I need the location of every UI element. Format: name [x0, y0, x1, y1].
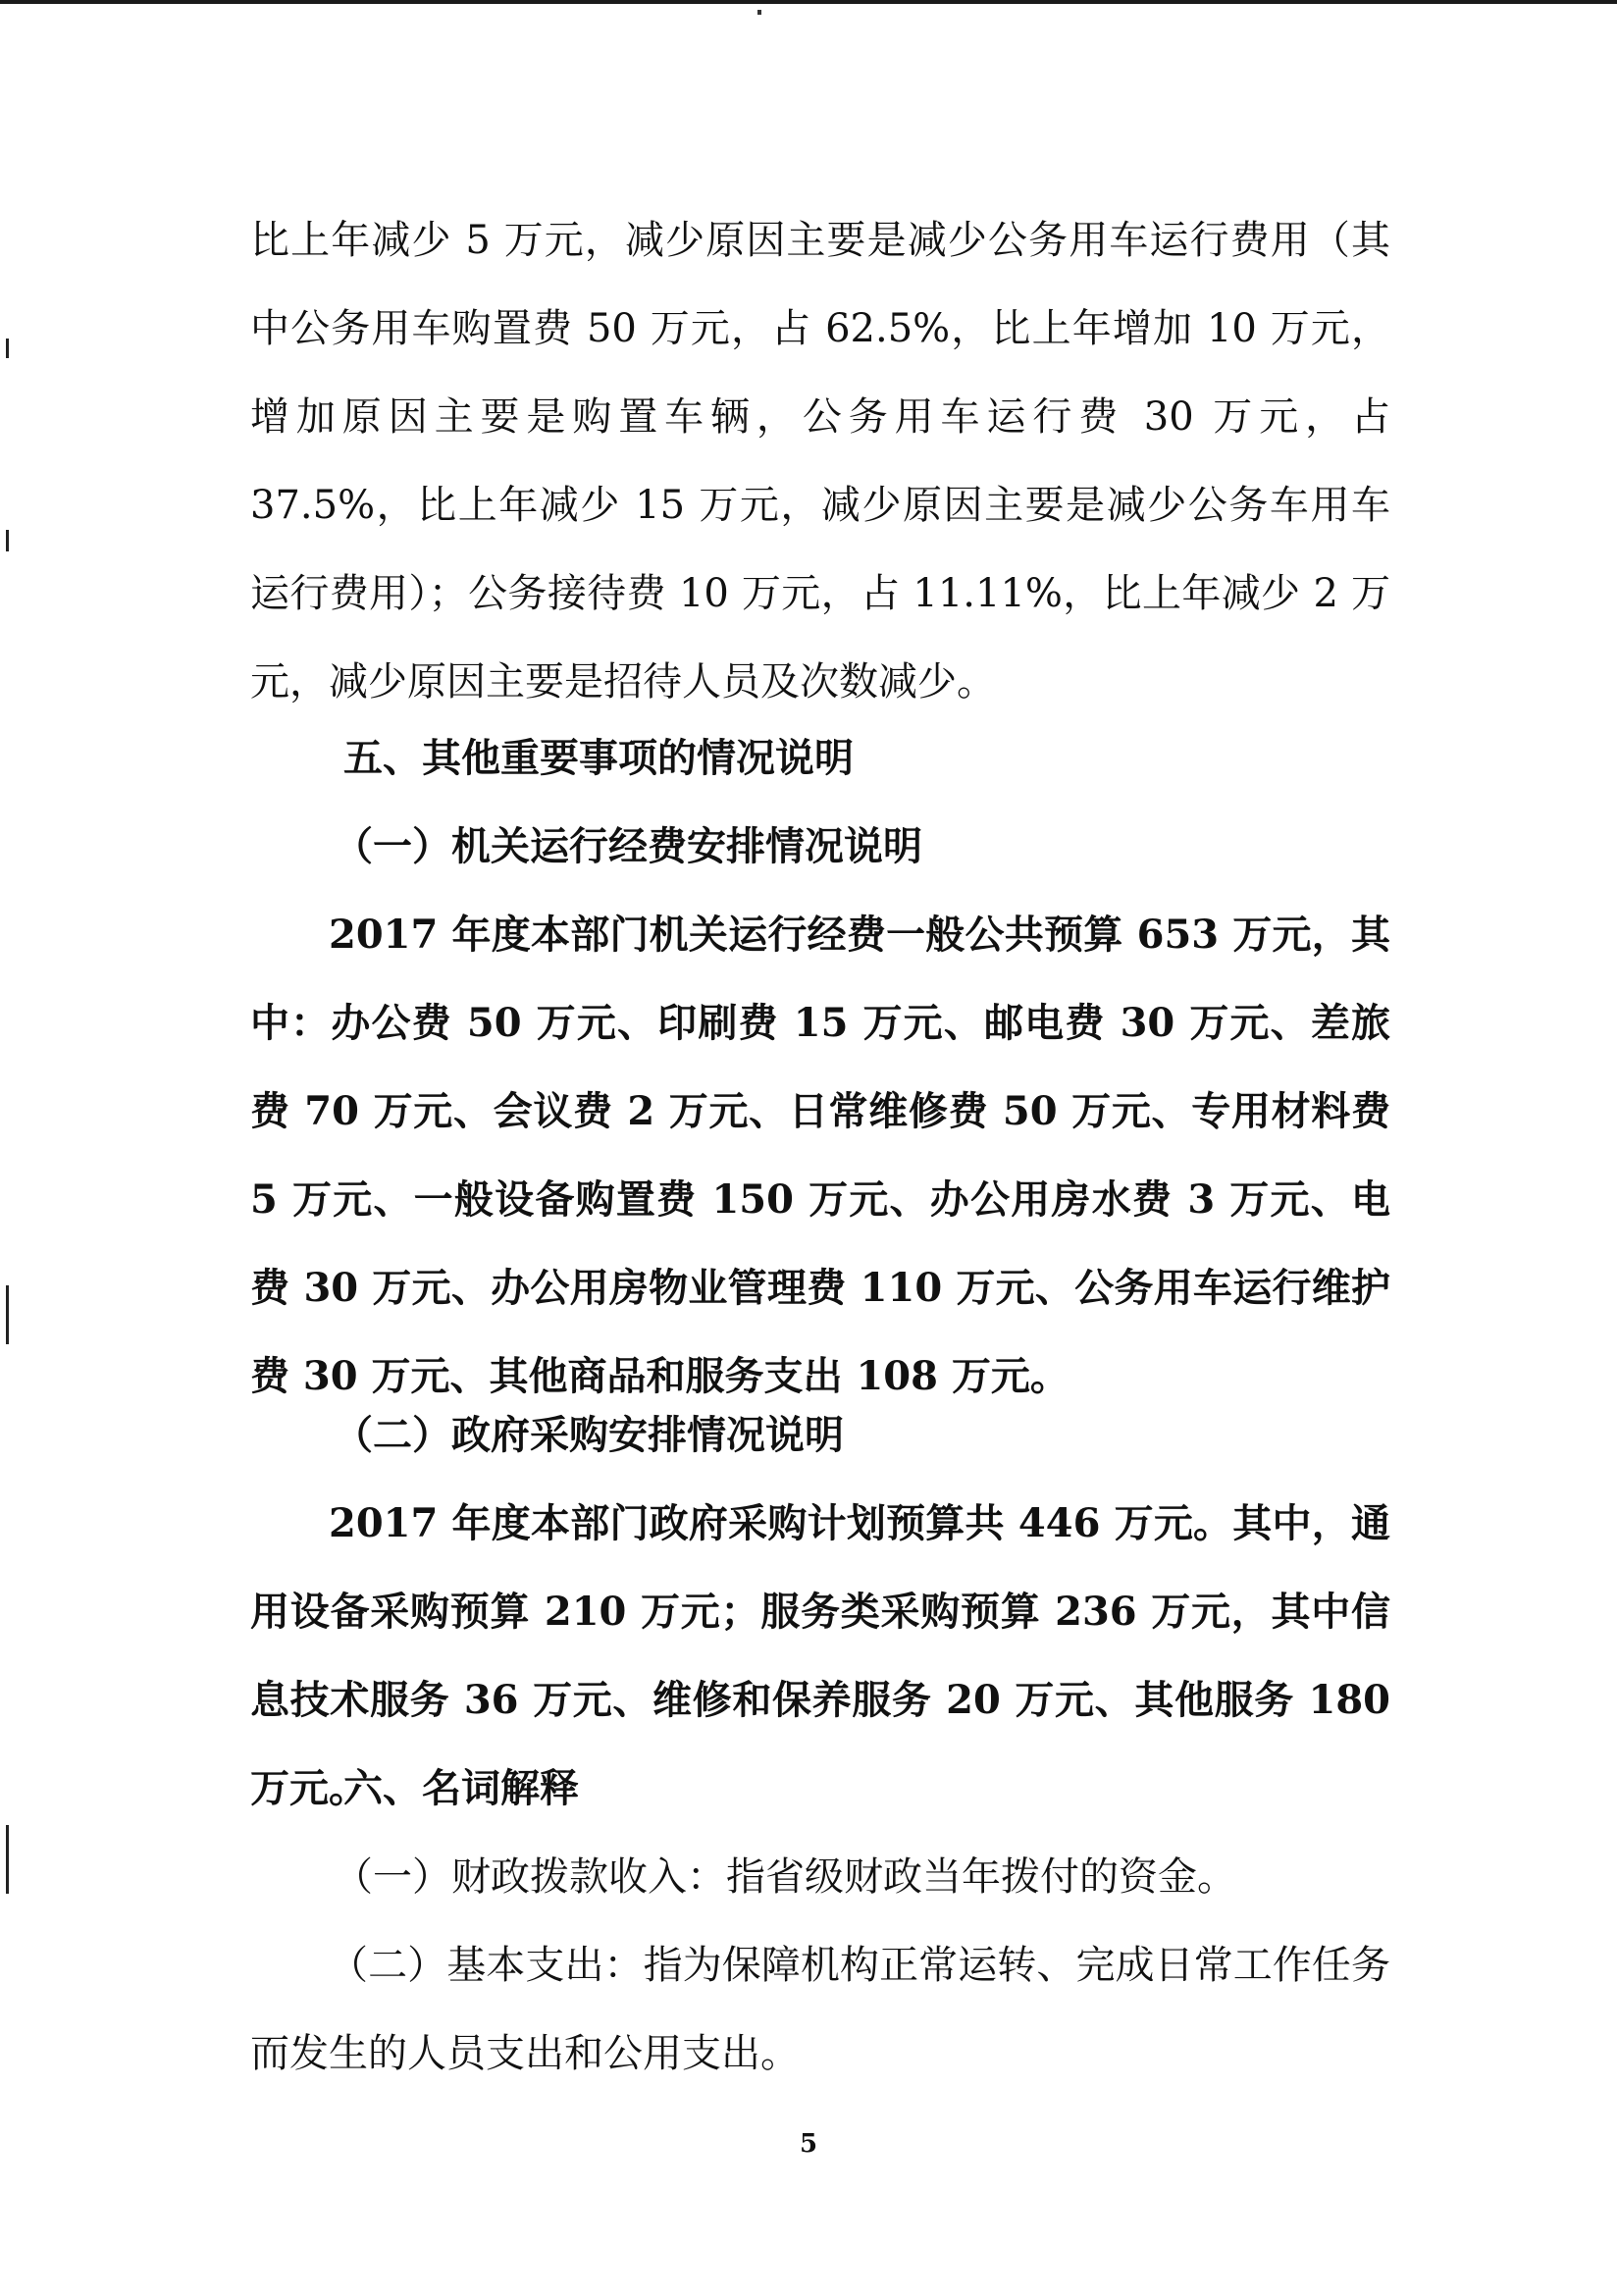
glossary-item-basic-expenditure: （二）基本支出：指为保障机构正常运转、完成日常工作任务而发生的人员支出和公用支出。: [250, 1943, 1390, 2076]
section-heading-glossary: 六、名词解释: [343, 1765, 579, 1811]
scan-mark: [757, 10, 761, 15]
scan-edge-mark: [6, 1825, 9, 1894]
paragraph-operating-funds: 2017 年度本部门机关运行经费一般公共预算 653 万元，其中：办公费 50 万元、印刷费 15 万元、邮电费 30 万元、差旅费 70 万元、会议费 2 万元、日常维修费 50 万元、专用材料费 5 万元、一般设备购置费 150 万元、办公用房水费 3 万元、电费 30 万元、办公用房物业管理费 110 万元、公务用车运行维护费 30 万元、其他商品和服务支出 108 万元。: [250, 912, 1390, 1399]
glossary-item-fiscal-income: （一）财政拨款收入：指省级财政当年拨付的资金。: [334, 1854, 1236, 1900]
top-border-line: [0, 0, 1617, 4]
subsection-heading-operating-funds: （一）机关运行经费安排情况说明: [334, 823, 922, 869]
subsection-heading-procurement: （二）政府采购安排情况说明: [334, 1412, 844, 1458]
scan-edge-mark: [6, 530, 9, 551]
scan-edge-mark: [6, 1285, 9, 1344]
paragraph-procurement: 2017 年度本部门政府采购计划预算共 446 万元。其中，通用设备采购预算 210 万元；服务类采购预算 236 万元，其中信息技术服务 36 万元、维修和保养服务 20 万元、其他服务 180 万元。: [250, 1500, 1390, 1811]
section-heading-other-matters: 五、其他重要事项的情况说明: [343, 735, 854, 781]
scan-edge-mark: [6, 339, 9, 358]
paragraph-vehicle-expenses: 比上年减少 5 万元，减少原因主要是减少公务用车运行费用（其中公务用车购置费 50 万元，占 62.5%，比上年增加 10 万元，增加原因主要是购置车辆，公务用车运行费 30 万元，占 37.5%，比上年减少 15 万元，减少原因主要是减少公务车用车运行费用）；公务接待费 10 万元，占 11.11%，比上年减少 2 万元，减少原因主要是招待人员及次数减少。: [250, 218, 1390, 704]
page-number: 5: [799, 2129, 818, 2159]
